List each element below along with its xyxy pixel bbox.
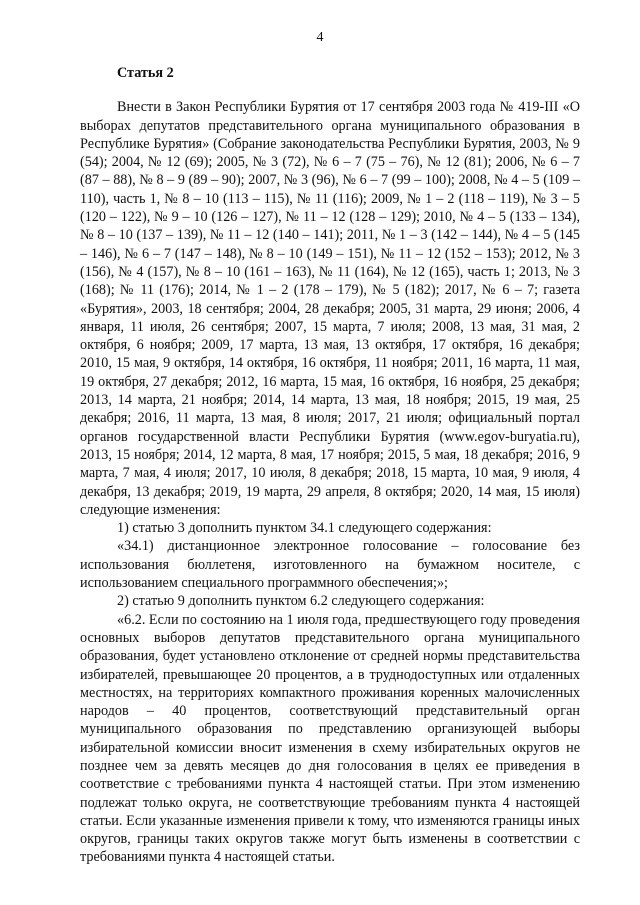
paragraph-item-2-text: «6.2. Если по состоянию на 1 июля года, предшествующего году проведения основных выборов депутатов представительного органа муниципального образования, будет установлено отклонение от средней нормы представительства избирателей, превышающее 20 процентов, а в труднодоступных или отдаленных местностях, на территориях компактного проживания коренных малочисленных народов – 40 процентов, соответствующий представительный орган муниципального образования по представлению организующей выборы избирательной комиссии вносит изменения в схему избирательных округов не позднее чем за девять месяцев до дня голосования в целях ее приведения в соответствие с требованиями пункта 4 настоящей статьи. При этом изменению подлежат только округа, не соответствующие требованиям пункта 4 настоящей статьи. Если указанные изменения привели к тому, что изменяются границы иных округов, границы таких округов также могут быть изменены в соответствии с требованиями пункта 4 настоящей статьи. [80,611,580,866]
document-body [80,64,580,867]
paragraph-intro: Внести в Закон Республики Бурятия от 17 сентября 2003 года № 419-III «О выборах депутатов представительного органа муниципального образования в Республике Бурятия» (Собрание законодательства Республики Бурятия, 2003, № 9 (54); 2004, № 12 (69); 2005, № 3 (72), № 6 – 7 (75 – 76), № 12 (81); 2006, № 6 – 7 (87 – 88), № 8 – 9 (89 – 90); 2007, № 3 (96), № 6 – 7 (99 – 100); 2008, № 4 – 5 (109 – 110), часть 1, № 8 – 10 (113 – 115), № 11 (116); 2009, № 1 – 2 (118 – 119), № 3 – 5 (120 – 122), № 9 – 10 (126 – 127), № 11 – 12 (128 – 129); 2010, № 4 – 5 (133 – 134), № 8 – 10 (137 – 139), № 11 – 12 (140 – 141); 2011, № 1 – 3 (142 – 144), № 4 – 5 (145 – 146), № 6 – 7 (147 – 148), № 8 – 10 (149 – 151), № 11 – 12 (152 – 153); 2012, № 3 (156), № 4 (157), № 8 – 10 (161 – 163), № 11 (164), № 12 (165), часть 1; 2013, № 3 (168); № 11 (176); 2014, № 1 – 2 (178 – 179), № 5 (182); 2017, № 6 – 7; газета «Бурятия», 2003, 18 сентября; 2004, 28 декабря; 2005, 31 марта, 29 июня; 2006, 4 января, 11 июля, 26 сентября; 2007, 15 марта, 7 июля; 2008, 13 мая, 31 мая, 2 октября, 6 ноября; 2009, 17 марта, 13 мая, 13 октября, 17 октября, 16 декабря; 2010, 15 мая, 9 октября, 14 октября, 16 октября, 11 ноября; 2011, 16 марта, 11 мая, 19 октября, 27 декабря; 2012, 16 марта, 15 мая, 16 октября, 16 ноября, 25 декабря; 2013, 14 марта, 21 ноября; 2014, 14 марта, 13 мая, 18 ноября; 2015, 19 мая, 25 декабря; 2016, 11 марта, 13 мая, 8 июля; 2017, 21 июля; официальный портал органов государственной власти Республики Бурятия (www.egov-buryatia.ru), 2013, 15 ноября; 2014, 12 марта, 8 мая, 17 ноября; 2015, 5 мая, 18 декабря; 2016, 9 марта, 7 мая, 4 июля; 2017, 10 июля, 8 декабря; 2018, 15 марта, 10 мая, 9 июля, 4 декабря, 13 декабря; 2019, 19 марта, 29 апреля, 8 октября; 2020, 14 мая, 15 июля) следующие изменения: [80,99,580,518]
paragraph-item-1: 1) статью 3 дополнить пунктом 34.1 следующего содержания: [117,520,492,537]
paragraph-item-1-text: «34.1) дистанционное электронное голосование – голосование без использования бюллетеня, изготовленного на бумажном носителе, с использованием специального программного обеспечения;»; [80,538,580,592]
article-title: Статья 2 [117,65,174,81]
paragraph-item-2: 2) статью 9 дополнить пунктом 6.2 следующего содержания: [117,593,485,610]
page-number: 4 [316,30,324,45]
